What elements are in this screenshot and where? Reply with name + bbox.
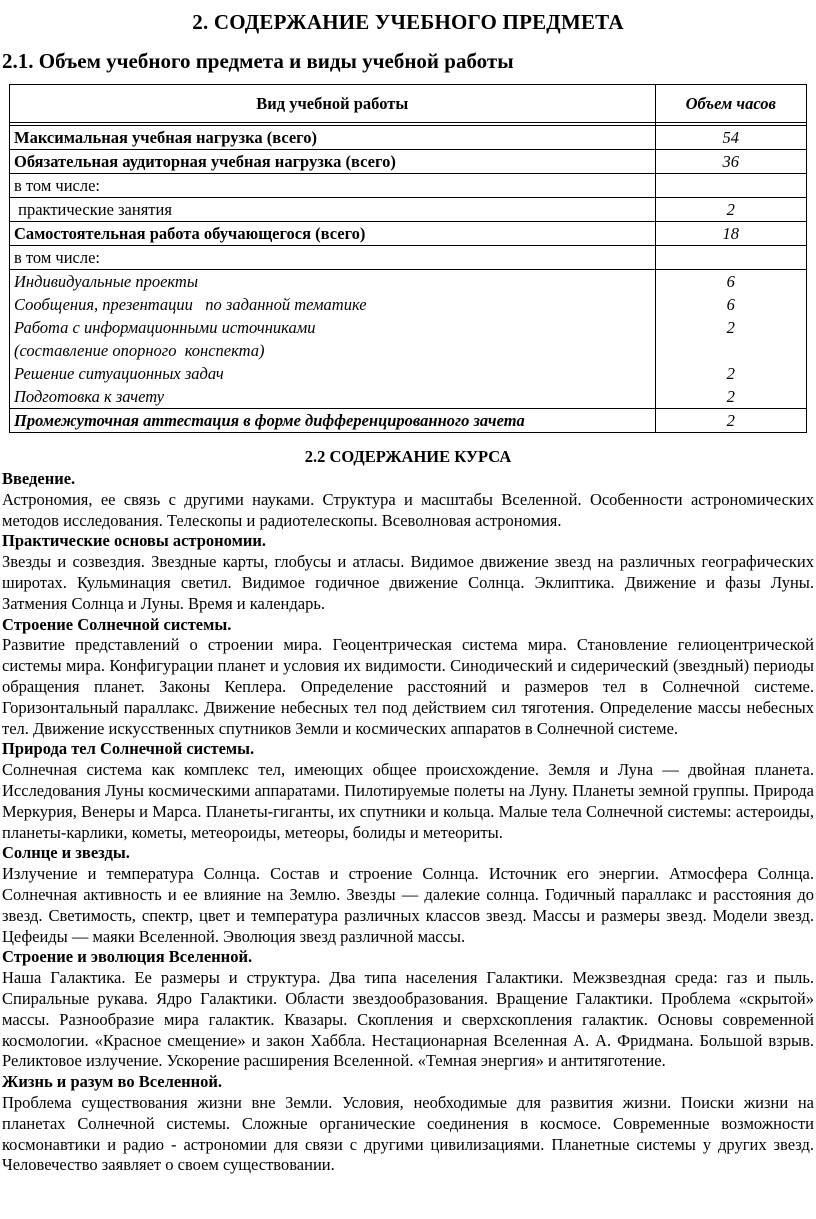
section-body: Развитие представлений о строении мира. Геоцентрическая система мира. Становление гелиоцентрической системы мира. Конфигурации планет и условия их видимости. Синодический и сидерический (звездный) периоды обращения планет. Законы Кеплера. Определение расстояний и размеров тел в Солнечной системе. Горизонтальный параллакс. Движение небесных тел под действием сил тяготения. Определение массы небесных тел. Движение искусственных спутников Земли и космических аппаратов в Солнечной системе. <box>2 635 814 738</box>
row-label: Обязательная аудиторная учебная нагрузка (всего) <box>10 150 656 174</box>
row-value <box>655 246 807 270</box>
row-value <box>655 174 807 198</box>
section-body: Звезды и созвездия. Звездные карты, глобусы и атласы. Видимое движение звезд на различных географических широтах. Кульминация светил. Видимое годичное движение Солнца. Эклиптика. Движение и фазы Луны. Затмения Солнца и Луны. Время и календарь. <box>2 552 814 613</box>
row-value: 18 <box>655 222 807 246</box>
course-section <box>2 947 814 1072</box>
table-row <box>10 198 807 222</box>
section-body: Излучение и температура Солнца. Состав и строение Солнца. Источник его энергии. Атмосфера Солнца. Солнечная активность и ее влияние на Землю. Звезды — далекие солнца. Годичный параллакс и расстояния до звезд. Светимость, спектр, цвет и температура различных классов звезд. Массы и размеры звезд. Модели звезд. Цефеиды — маяки Вселенной. Эволюция звезд различной массы. <box>2 864 814 946</box>
row-value: 2 <box>655 409 807 433</box>
item-value: 2 <box>726 318 735 337</box>
header-hours: Объем часов <box>655 85 807 123</box>
item-value: 6 <box>726 295 735 314</box>
item-value: 2 <box>726 364 735 383</box>
row-label: в том числе: <box>10 246 656 270</box>
independent-items-values <box>655 270 807 409</box>
independent-items-labels <box>10 270 656 409</box>
header-work-type: Вид учебной работы <box>10 85 656 123</box>
course-section <box>2 531 814 614</box>
table-row <box>10 222 807 246</box>
table-header-row <box>10 85 807 123</box>
row-value: 36 <box>655 150 807 174</box>
item-label: Подготовка к зачету <box>14 387 165 406</box>
workload-table <box>9 84 807 433</box>
section-body: Солнечная система как комплекс тел, имеющих общее происхождение. Земля и Луна — двойная планета. Исследования Луны космическими аппаратами. Пилотируемые полеты на Луну. Планеты земной группы. Природа Меркурия, Венеры и Марса. Планеты-гиганты, их спутники и кольца. Малые тела Солнечной системы: астероиды, планеты-карлики, кометы, метеороиды, метеоры, болиды и метеориты. <box>2 760 814 842</box>
item-value <box>660 339 803 362</box>
item-label: Сообщения, презентации по заданной тематике <box>14 295 367 314</box>
table-row <box>10 409 807 433</box>
course-section <box>2 1072 814 1176</box>
section-heading: Строение и эволюция Вселенной. <box>2 947 253 967</box>
table-row <box>10 246 807 270</box>
course-content <box>2 469 814 1176</box>
section-heading: Практические основы астрономии. <box>2 531 266 551</box>
item-label: Работа с информационными источниками <box>14 318 316 337</box>
section-heading: Природа тел Солнечной системы. <box>2 739 255 759</box>
item-value: 2 <box>726 387 735 406</box>
section-subtitle: 2.1. Объем учебного предмета и виды учебной работы <box>2 49 514 73</box>
item-label: Решение ситуационных задач <box>14 364 224 383</box>
section-body: Проблема существования жизни вне Земли. Условия, необходимые для развития жизни. Поиски жизни на планетах Солнечной системы. Сложные органические соединения в космосе. Современные возможности космонавтики и радио - астрономии для связи с другими цивилизациями. Планетные системы у других звезд. Человечество заявляет о своем существовании. <box>2 1092 814 1175</box>
row-value: 2 <box>655 198 807 222</box>
table-row <box>10 150 807 174</box>
item-label: (составление опорного конспекта) <box>14 341 265 360</box>
row-label: Промежуточная аттестация в форме дифференцированного зачета <box>10 409 656 433</box>
section-heading: Введение. <box>2 469 76 488</box>
section-heading: Жизнь и разум во Вселенной. <box>2 1072 223 1092</box>
row-value: 54 <box>655 126 807 150</box>
row-label: практические занятия <box>10 198 656 222</box>
course-section <box>2 843 814 947</box>
table-row-independent-items <box>10 270 807 409</box>
table-row <box>10 126 807 150</box>
page-title: 2. СОДЕРЖАНИЕ УЧЕБНОГО ПРЕДМЕТА <box>192 10 624 34</box>
table-row <box>10 174 807 198</box>
section-heading: Строение Солнечной системы. <box>2 614 232 634</box>
course-section <box>2 739 814 843</box>
row-label: Максимальная учебная нагрузка (всего) <box>10 126 656 150</box>
section-body: Наша Галактика. Ее размеры и структура. Два типа населения Галактики. Межзвездная среда: газ и пыль. Спиральные рукава. Ядро Галактики. Области звездообразования. Вращение Галактики. Проблема «скрытой» массы. Разнообразие мира галактик. Квазары. Скопления и сверхскопления галактик. Основы современной космологии. «Красное смещение» и закон Хаббла. Нестационарная Вселенная А. А. Фридмана. Большой взрыв. Реликтовое излучение. Ускорение расширения Вселенной. «Темная энергия» и антитяготение. <box>2 968 814 1071</box>
row-label: в том числе: <box>10 174 656 198</box>
section-heading: Солнце и звезды. <box>2 843 130 863</box>
course-section <box>2 469 814 531</box>
row-label: Самостоятельная работа обучающегося (всего) <box>10 222 656 246</box>
item-value: 6 <box>726 272 735 291</box>
item-label: Индивидуальные проекты <box>14 272 198 291</box>
course-section <box>2 615 814 740</box>
section-body: Астрономия, ее связь с другими науками. Структура и масштабы Вселенной. Особенности астрономических методов исследования. Телескопы и радиотелескопы. Всеволновая астрономия. <box>2 489 814 530</box>
course-title: 2.2 СОДЕРЖАНИЕ КУРСА <box>304 447 512 466</box>
